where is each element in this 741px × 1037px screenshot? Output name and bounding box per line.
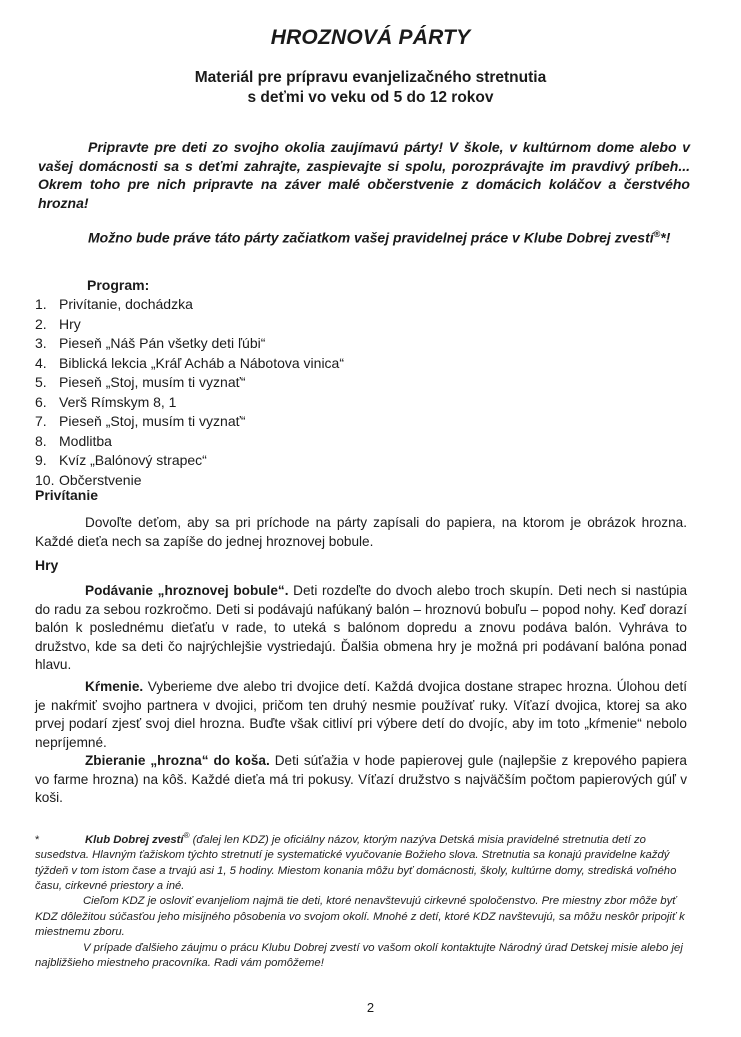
program-item-text: Modlitba — [59, 432, 112, 449]
intro-p2-text: Možno bude práve táto párty začiatkom vašej pravidelnej práce v Klube Dobrej zvestí — [88, 229, 654, 246]
page-title: HROZNOVÁ PÁRTY — [270, 26, 471, 49]
game-3-text: Deti súťažia v hode papierovej gule (najlepšie z krepového papiera vo farme hrozna) na kôš. Každé dieťa má tri pokusy. Víťazí družstvo s najväčším počtom papierových gúľ v koši. — [35, 753, 687, 806]
game-3-paragraph — [35, 752, 687, 808]
subtitle-line-2: s deťmi vo veku od 5 do 12 rokov — [247, 89, 494, 106]
program-item-number: 8. — [35, 432, 47, 449]
game-1-text: Deti rozdeľte do dvoch alebo troch skupín. Deti nech si nastúpia do radu za sebou rozkročmo. Deti si podávajú nafúkaný balón – hroznovú bobuľu – popod nohy. Keď dorazí balón k poslednému dieťaťu v rade, to uteká s balónom dopredu a znovu podáva balón. Vyhráva to družstvo, kde sa deti čo najrýchlejšie vystriedajú. Ďalšia obmena hry je možná pri podávaní balóna ponad hlavu. — [35, 583, 687, 673]
program-item-number: 9. — [35, 452, 47, 468]
footnote-paragraph-2 — [35, 894, 695, 940]
program-item — [35, 412, 344, 432]
footnote-paragraph-3 — [35, 941, 695, 972]
program-item-number: 6. — [35, 393, 47, 410]
program-item — [35, 373, 344, 393]
program-item-text: Pieseň „Náš Pán všetky deti ľúbi“ — [59, 335, 266, 351]
game-3-title: Zbieranie „hrozna“ do koša. — [85, 753, 270, 768]
program-item-number: 7. — [35, 413, 47, 429]
registered-mark: ® — [653, 229, 661, 239]
program-list — [35, 295, 344, 490]
program-item — [35, 295, 344, 315]
section-heading-hry: Hry — [35, 557, 59, 573]
intro — [38, 138, 690, 247]
program-item-number: 1. — [35, 296, 47, 312]
page-number: 2 — [366, 1000, 375, 1015]
footnote-paragraph-1 — [35, 828, 695, 894]
intro-paragraph-2 — [38, 225, 690, 247]
program-item-text: Kvíz „Balónový strapec“ — [59, 452, 207, 468]
program-item-number: 3. — [35, 335, 47, 351]
footnote-text-1: (ďalej len KDZ) je oficiálny názov, ktorým nazýva Detská misia pravidelné stretnutia detí zo susedstva. Hlavným ťažiskom týchto stretnutí je systematické vyučovanie Božieho slova. Stretnutia sa konajú pravidelne každý týždeň v tom istom čase a trvajú asi 1, 5 hodiny. Miestom konania môžu byť domácnosti, školy, kultúrne domy, strediská voľného času, cirkevné priestory a iné. — [35, 833, 677, 892]
program-item — [35, 393, 344, 413]
program-item-number: 2. — [35, 315, 47, 332]
program-item — [35, 334, 344, 354]
game-2-title: Kŕmenie. — [85, 679, 144, 694]
program-item-text: Verš Rímskym 8, 1 — [59, 393, 177, 410]
program-item-number: 5. — [35, 374, 47, 390]
privitanie-text: Dovoľte deťom, aby sa pri príchode na párty zapísali do papiera, na ktorom je obrázok hrozna. Každé dieťa nech sa zapíše do jednej hroznovej bobule. — [35, 515, 687, 549]
section-heading-privitanie: Privítanie — [35, 487, 99, 503]
program-item-number: 4. — [35, 354, 47, 371]
program-item-number: 10. — [35, 471, 55, 488]
subtitle-line-1: Materiál pre prípravu evanjelizačného stretnutia — [194, 69, 547, 86]
footnote — [35, 828, 695, 971]
game-1-title: Podávanie „hroznovej bobule“. — [85, 583, 289, 598]
intro-paragraph-1: Pripravte pre deti zo svojho okolia zaujímavú párty! V škole, v kultúrnom dome alebo v vašej domácnosti sa s deťmi zahrajte, zaspievajte si spolu, porozprávajte im pravdivý príbeh... Okrem toho pre nich pripravte na záver malé občerstvenie z domácich koláčov a čerstvého hrozna! — [38, 139, 690, 211]
footnote-registered-mark: ® — [183, 831, 190, 840]
program-item — [35, 315, 344, 335]
program-item — [35, 354, 344, 374]
program-item-text: Pieseň „Stoj, musím ti vyznať“ — [59, 374, 246, 390]
footnote-star: * — [35, 833, 40, 846]
intro-p2-end: *! — [660, 229, 671, 246]
program-item-text: Hry — [59, 315, 81, 332]
privitanie-paragraph — [35, 514, 687, 551]
program-item-text: Privítanie, dochádzka — [59, 296, 193, 312]
game-1-paragraph — [35, 582, 687, 675]
game-2-text: Vyberieme dve alebo tri dvojice detí. Každá dvojica dostane strapec hrozna. Úlohou detí je nakŕmiť svojho partnera v dvojici, pričom ten druhý nesmie používať ruky. Víťazí dvojica, ktorej sa ako prvej podarí zjesť svoj diel hrozna. Buďte však citliví pri výbere detí do dvojíc, aby im toto „kŕmenie“ nebolo nepríjemné. — [35, 679, 688, 750]
subtitle — [0, 68, 741, 108]
game-2-paragraph — [35, 678, 687, 752]
footnote-lead: Klub Dobrej zvestí — [85, 833, 184, 846]
program-title: Program: — [87, 277, 150, 293]
program-item — [35, 451, 344, 471]
footnote-text-3: V prípade ďalšieho záujmu o prácu Klubu Dobrej zvestí vo vašom okolí kontaktujte Národný úrad Detskej misie alebo jej najbližšieho miestneho pracovníka. Radi vám pomôžeme! — [35, 941, 683, 970]
footnote-text-2: Cieľom KDZ je osloviť evanjeliom najmä tie deti, ktoré nenavštevujú cirkevné spoločenstvo. Pre miestny zbor môže byť KDZ dôležitou súčasťou jeho misijného pôsobenia vo svojom okolí. Mnohé z detí, ktoré KDZ navštevujú, sa môžu neskôr pripojiť k miestnemu zboru. — [35, 895, 685, 939]
program-item — [35, 432, 344, 452]
program-item-text: Pieseň „Stoj, musím ti vyznať“ — [59, 413, 246, 429]
program-item-text: Občerstvenie — [59, 471, 142, 488]
program-item-text: Biblická lekcia „Kráľ Acháb a Nábotova vinica“ — [59, 354, 344, 371]
